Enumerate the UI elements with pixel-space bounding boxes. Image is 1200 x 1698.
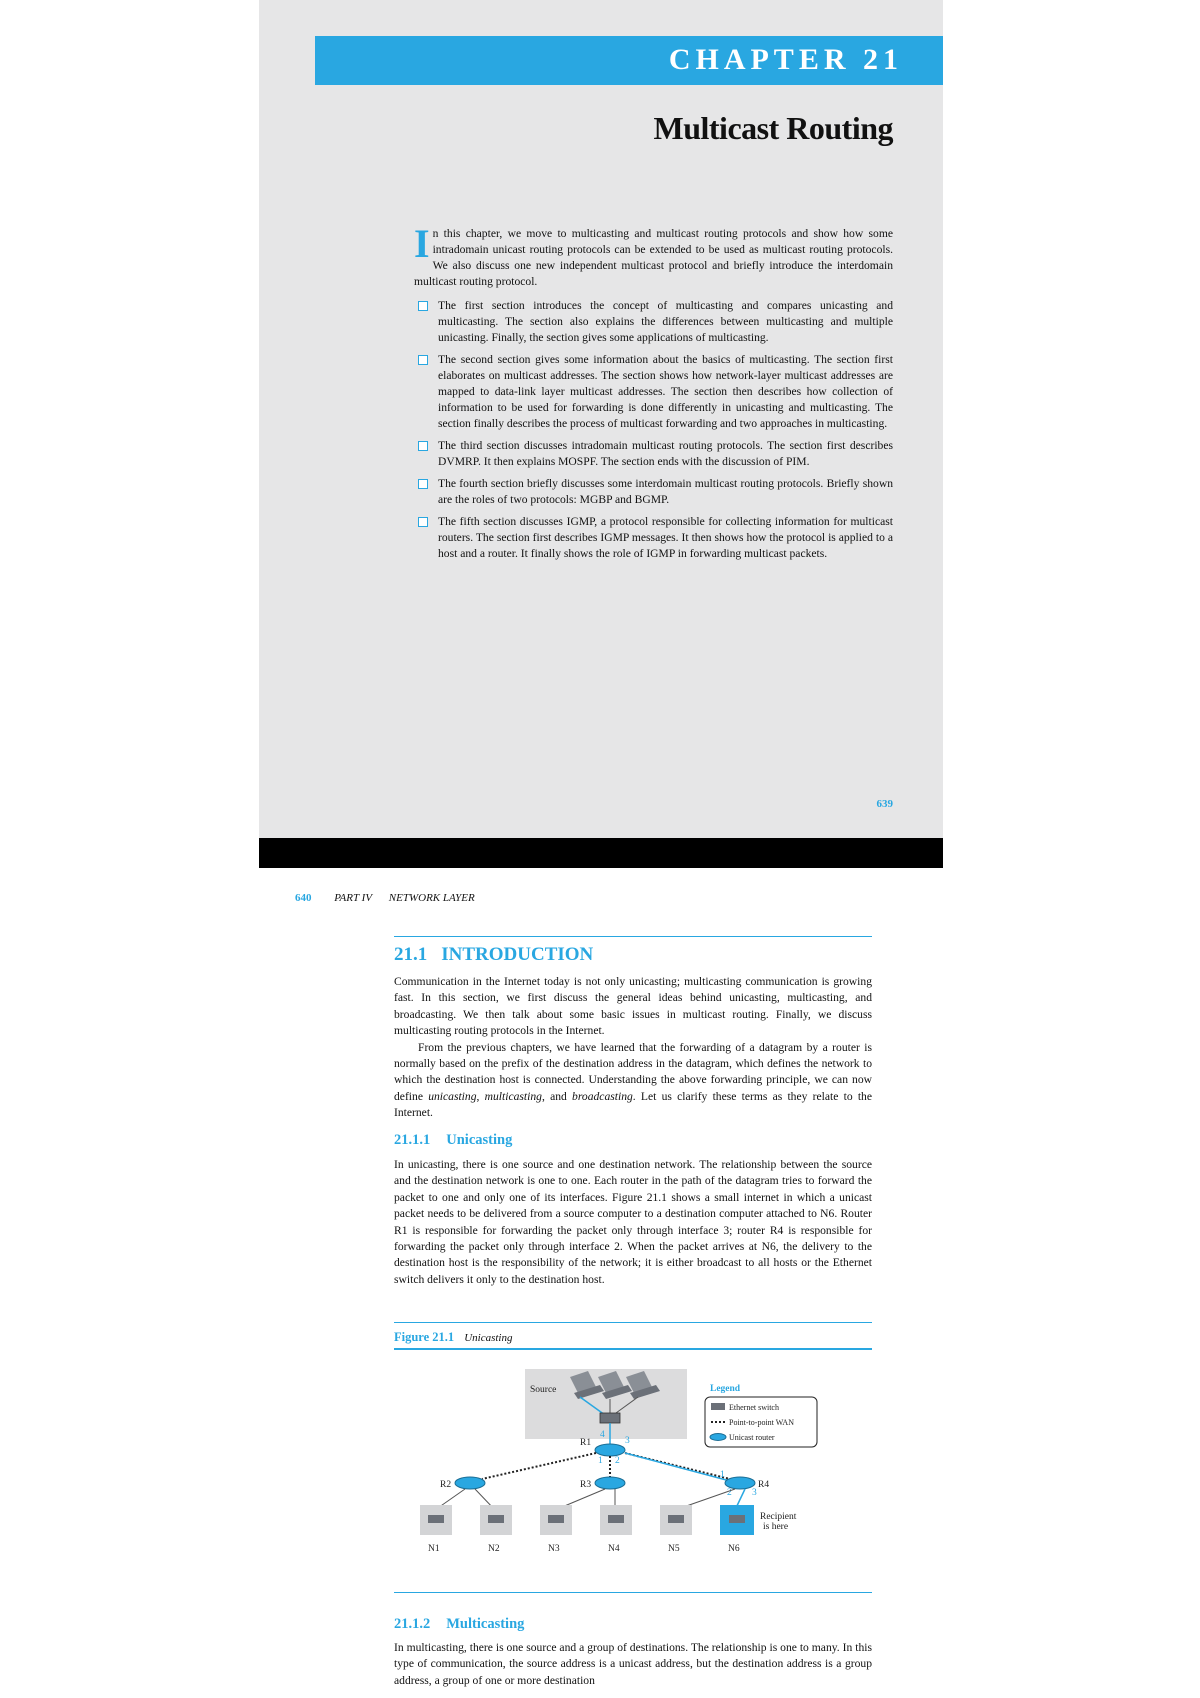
part-label: PART IV (334, 892, 373, 904)
network-label: N4 (608, 1544, 620, 1554)
network-label: N6 (728, 1544, 740, 1554)
recipient-label: is here (763, 1522, 789, 1532)
network-label: N3 (548, 1544, 560, 1554)
interface-label: 3 (752, 1488, 757, 1498)
wan-link (482, 1453, 596, 1479)
outline-item (414, 352, 893, 432)
subsection-number: 21.1.1 (394, 1132, 431, 1148)
unicast-path (625, 1453, 730, 1481)
legend-title: Legend (710, 1384, 741, 1394)
figure-title: Unicasting (464, 1332, 513, 1344)
interface-label: 4 (600, 1430, 605, 1440)
text-run: . Let us clarify these terms as they relate to the Internet. (394, 1089, 873, 1120)
network-label: N1 (428, 1544, 440, 1554)
square-bullet-icon (418, 479, 428, 489)
chapter-label: CHAPTER 21 (668, 43, 903, 76)
intro-text: n this chapter, we move to multicasting and multicast routing protocols and show how some intradomain unicast routing protocols can be extended to be used as multicast routing protocols. We also discuss one new independent multicast protocol and briefly introduce the interdomain multicast routing protocol. (414, 227, 893, 288)
chapter-title: Multicast Routing (653, 110, 893, 146)
interface-label: 3 (625, 1436, 630, 1446)
router-r3-icon (595, 1477, 625, 1489)
chapter-outline-list (414, 298, 893, 568)
ethernet-switch-icon (600, 1413, 620, 1423)
term: broadcasting (572, 1089, 633, 1103)
section-rule (394, 936, 872, 937)
page-number: 640 (295, 892, 312, 904)
router-r2-icon (455, 1477, 485, 1489)
section-heading (394, 944, 593, 966)
section-title: INTRODUCTION (441, 944, 594, 965)
interface-label: 1 (720, 1470, 725, 1480)
router-label: R4 (758, 1480, 770, 1490)
network-n3 (540, 1505, 572, 1535)
paragraph: Communication in the Internet today is not only unicasting; multicasting communication is growing fast. In this section, we first discuss the general ideas behind unicasting, multicasting, and broadcasting. We then talk about some basic issues in multicast routing. Finally, we discuss multicasting routing protocols in the Internet. (394, 975, 872, 1038)
network-label: N2 (488, 1544, 500, 1554)
square-bullet-icon (418, 517, 428, 527)
legend-item: Unicast router (729, 1433, 775, 1442)
interface-label: 1 (598, 1456, 603, 1466)
page-divider-bar (259, 838, 943, 868)
square-bullet-icon (418, 355, 428, 365)
square-bullet-icon (418, 441, 428, 451)
paragraph: In multicasting, there is one source and a group of destinations. The relationship is one to many. In this type of communication, the source address is a unicast address, but the destination address is a group address, a group of one or more destination (394, 1641, 872, 1687)
subsection-heading (394, 1616, 524, 1633)
subsection-title: Multicasting (446, 1616, 525, 1632)
network-label: N5 (668, 1544, 680, 1554)
square-bullet-icon (418, 301, 428, 311)
ethernet-switch-icon (711, 1403, 725, 1410)
network-n4 (600, 1505, 632, 1535)
figure-rule-end (394, 1592, 872, 1593)
subsection-body (394, 1640, 872, 1689)
outline-item (414, 438, 893, 470)
outline-item (414, 298, 893, 346)
router-label: R3 (580, 1480, 592, 1490)
interface-label: 2 (615, 1456, 620, 1466)
outline-item (414, 476, 893, 508)
subsection-body (394, 1157, 872, 1288)
recipient-label: Recipient (760, 1512, 797, 1522)
subsection-heading (394, 1132, 512, 1149)
outline-item-text: The second section gives some information about the basics of multicasting. The section first elaborates on multicast addresses. The section shows how network-layer multicast addresses are mapped to data-link layer multicast addresses. The section then describes how collection of information to be used for forwarding is done differently in unicasting and multicasting. The section finally describes the process of multicast forwarding and two approaches in multicasting. (438, 353, 893, 430)
term: multicasting (484, 1089, 542, 1103)
legend-item: Ethernet switch (729, 1403, 779, 1412)
unicasting-figure (420, 1365, 860, 1575)
network-n2 (480, 1505, 512, 1535)
section-number: 21.1 (394, 944, 428, 965)
chapter-opener-page (259, 0, 943, 838)
source-label: Source (530, 1385, 557, 1395)
router-r1-icon (595, 1444, 625, 1456)
router-label: R2 (440, 1480, 452, 1490)
drop-cap: I (414, 221, 430, 266)
network-n1 (420, 1505, 452, 1535)
chapter-banner (315, 36, 943, 85)
chapter-intro (414, 221, 893, 290)
interface-label: 2 (727, 1488, 732, 1498)
outline-item (414, 514, 893, 562)
subsection-title: Unicasting (446, 1132, 513, 1148)
text-run: From the previous chapters, we have learned that the forwarding of a datagram by a router is normally based on the prefix of the destination address in the datagram, which defines the network to which the destination host is connected. Understanding the above forwarding principle, we can now define (394, 1040, 872, 1103)
subsection-number: 21.1.2 (394, 1616, 431, 1632)
outline-item-text: The fifth section discusses IGMP, a protocol responsible for collecting information for multicast routers. The section first describes IGMP messages. It then shows how the protocol is applied to a host and a router. It finally shows the role of IGMP in forwarding multicast packets. (438, 515, 893, 560)
section-body (394, 974, 872, 1122)
page-number: 639 (876, 798, 893, 810)
legend-item: Point-to-point WAN (729, 1418, 794, 1427)
router-label: R1 (580, 1438, 592, 1448)
outline-item-text: The first section introduces the concept of multicasting and compares unicasting and multicasting. The section also explains the differences between multicasting and multiple unicasting. Finally, the section gives some applications of multicasting. (438, 299, 893, 344)
outline-item-text: The third section discusses intradomain multicast routing protocols. The section first describes DVMRP. It then explains MOSPF. The section ends with the discussion of PIM. (438, 439, 893, 468)
running-header (295, 892, 475, 904)
figure-rule-bottom (394, 1348, 872, 1350)
network-n6 (720, 1505, 754, 1535)
paragraph: In unicasting, there is one source and one destination network. The relationship between the source and the destination network is one to one. Each router in the path of the datagram tries to forward the packet to one and only one of its interfaces. Figure 21.1 shows a small internet in which a unicast packet needs to be delivered from a source computer to a destination computer attached to N6. Router R1 is responsible for forwarding the packet only through interface 3; router R4 is responsible for forwarding the packet only through interface 2. When the packet arrives at N6, the delivery to the destination host is the responsibility of the network; it is either broadcast to all hosts or the Ethernet switch delivers it only to the destination host. (394, 1158, 872, 1286)
figure-label: Figure 21.1 (394, 1330, 455, 1344)
network-n5 (660, 1505, 692, 1535)
paragraph: From the previous chapters, we have learned that the forwarding of a datagram by a router is normally based on the prefix of the destination address in the datagram, which defines the network to which the destination host is connected. Understanding the above forwarding principle, we can now define unicasting, multicasting, and broadcasting. Let us clarify these terms as they relate to the Internet. (394, 1040, 873, 1120)
outline-item-text: The fourth section briefly discusses some interdomain multicast routing protocols. Briefly shown are the roles of two protocols: MGBP and BGMP. (438, 477, 893, 506)
figure-rule-top (394, 1322, 872, 1323)
router-icon (710, 1434, 726, 1441)
figure-caption (394, 1330, 512, 1345)
part-title: NETWORK LAYER (388, 892, 475, 904)
term: unicasting (428, 1089, 477, 1103)
